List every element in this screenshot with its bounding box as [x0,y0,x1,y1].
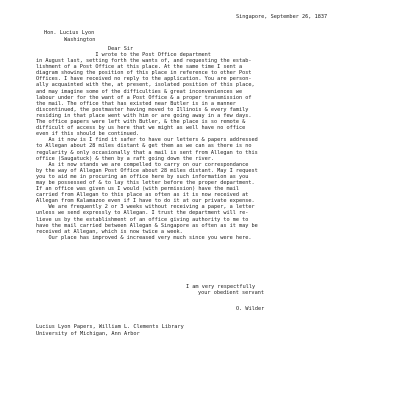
body-line: ally acquainted with the, at present, isolated position of this place, [36,82,255,89]
citation-institution: University of Michigan, Ann Arbor [36,331,140,337]
body-line: labour under for the want of a Post Office & a proper transmission of [36,94,252,101]
body-line: the mail. The office that has existed near Butler is in a manner [36,100,236,107]
body-line: Offices. I have received no reply to the application. You are person- [36,76,252,83]
body-line: may be possessed of & to lay this letter before the proper department. [36,179,255,186]
body-line: office (Saugatuck) & then by a raft going down the river. [36,155,215,162]
body-line: lishment of a Post Office at this place. At the same time I sent a [36,64,243,71]
citation-collection: Lucius Lyon Papers, William L. Clements Library [36,324,184,330]
recipient-place: Washington [64,37,96,43]
recipient-name: Hon. Lucius Lyon [44,30,95,36]
body-line: The office papers were left with Butler, & the place is so remote & [36,119,246,126]
body-line: diagram showing the position of this place in reference to other Post [36,70,252,77]
body-line: As it now stands we are compelled to carry on our correspondance [36,161,249,168]
signature: O. Wilder [236,306,265,312]
body-line: Our place has improved & increased very much since you were here. [36,234,252,241]
body-line: discontinued, the postmaster having moved to Illinois & every family [36,106,249,113]
body-line: to Allegan about 28 miles distant & get them as we can as there is no [36,143,252,150]
body-line: As it now is I find it safer to have our letters & papers addressed [36,137,258,144]
body-line: carried from Allegan to this place as often as it is now received at [36,192,249,199]
closing-line-1: I am very respectfully [186,284,256,290]
dateline: Singapore, September 26, 1837 [236,14,328,20]
body-line: unless we send expressly to Allegan. I trust the department will re- [36,210,249,217]
body-line: received at Allegan, which is now twice a week. [36,228,183,235]
body-line: and may imagine some of the difficulties & great inconveniences we [36,88,243,95]
body-line: in August last, setting forth the wants of, and requesting the estab- [36,58,252,65]
body-line: have the mail carried between Allegan & Singapore as often as it may be [36,222,258,229]
salutation: Dear Sir [108,46,134,52]
body-line: difficult of access by us here that we might as well have no office [36,125,246,132]
body-line: I wrote to the Post Office department [36,52,211,58]
body-line: by the way of Allegan Post Office about 28 miles distant. May I request [36,167,258,174]
body-line: you to aid me in procuring an office here by such information as you [36,173,249,180]
body-line: Allegan from Kalamazoo even if I have to do it at our private expense. [36,198,255,205]
body-line: If an office was given us I would (with permission) have the mail [36,186,240,193]
body-line: regularity & only occasionally that a mail is sent from Allegan to this [36,149,258,156]
closing-line-2: your obedient servant [198,290,265,296]
letter-body [36,52,376,241]
body-line: residing in that place went with him or are going away in a few days. [36,112,252,119]
body-line: We are frequently 2 or 3 weeks without receiving a paper, a letter [36,204,255,211]
body-line: even if this should be continued. [36,131,140,138]
body-line: lieve us by the establishment of an office giving authority to me to [36,216,249,223]
